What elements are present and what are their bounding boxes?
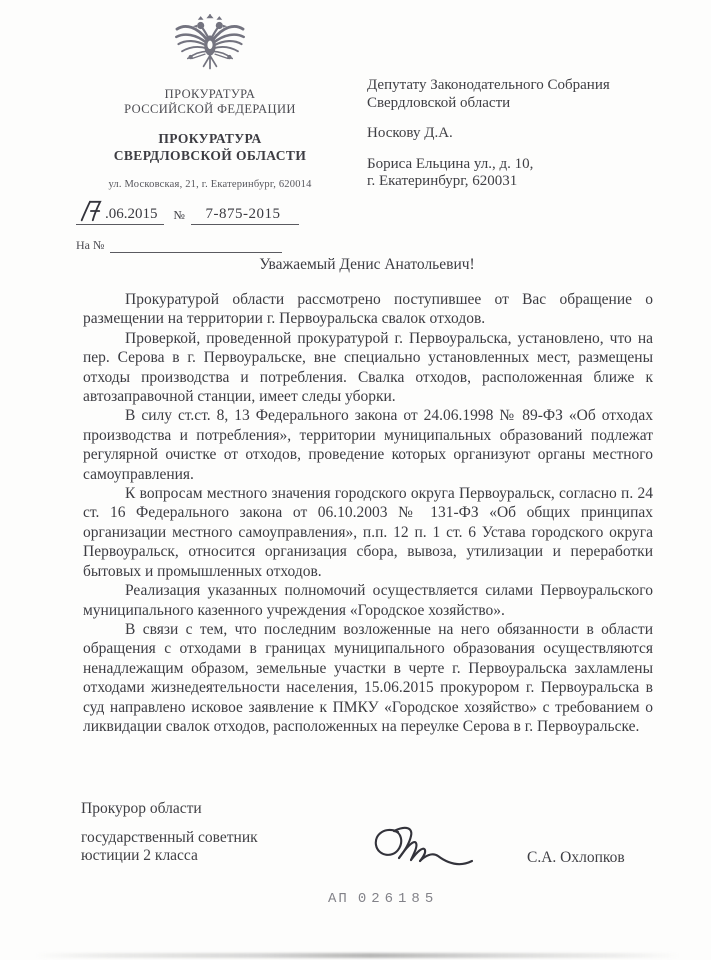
scan-edge-shadow <box>35 953 680 958</box>
department-name-line2: СВЕРДЛОВСКОЙ ОБЛАСТИ <box>113 148 307 163</box>
signer-rank <box>81 829 258 864</box>
recipient-position-line2: Свердловской области <box>367 94 511 111</box>
date-printed-part: .06.2015 <box>105 206 158 222</box>
document-number: 7-875-2015 <box>191 206 299 225</box>
recipient-position-line1: Депутату Законодательного Собрания <box>367 77 610 93</box>
reply-to-blank-line <box>110 240 282 253</box>
date-field <box>76 199 164 225</box>
body-paragraph: Проверкой, проведенной прокуратурой г. Первоуральска, установлено, что на пер. Серова в г. Первоуральске, вне специально установленных мест, размещены отходы производства и потребления. Свалка отходов, расположенная ближе к автозаправочной станции, имеет следы уборки. <box>83 329 653 406</box>
letterhead <box>68 14 352 253</box>
recipient-block <box>367 77 610 204</box>
body-paragraph: Реализация указанных полномочий осуществляется силами Первоуральского муниципального казенного учреждения «Городское хозяйство». <box>83 582 653 619</box>
org-name-line1: ПРОКУРАТУРА <box>164 87 256 101</box>
body-paragraph: К вопросам местного значения городского округа Первоуральск, согласно п. 24 ст. 16 Федерального закона от 06.10.2003 № 131-ФЗ «Об общих принципах организации местного самоуправления», п.п. 12 п. 1 ст. 6 Устава городского округа Первоуральск, относится организация сбора, вывоза, утилизации и переработки бытовых и промышленных отходов. <box>83 485 653 580</box>
signer-name: С.А. Охлопков <box>527 849 625 866</box>
registration-stamp <box>328 891 438 907</box>
department-name <box>68 130 352 164</box>
stamp-number: 026185 <box>357 891 439 907</box>
recipient-address-line1: Бориса Ельцина ул., д. 10, <box>367 155 534 172</box>
reply-to-label: На № <box>76 238 105 252</box>
signer-position: Прокурор области <box>81 800 202 817</box>
letter-body <box>83 290 653 736</box>
recipient-address <box>367 156 610 191</box>
salutation: Уважаемый Денис Анатольевич! <box>259 256 475 273</box>
reply-to-line <box>68 238 352 253</box>
department-name-line1: ПРОКУРАТУРА <box>158 131 262 146</box>
handwritten-signature <box>366 820 482 872</box>
body-paragraph: Прокуратурой области рассмотрено поступившее от Вас обращение о размещении на территории г. Первоуральска свалок отходов. <box>83 291 653 328</box>
body-paragraph: В силу ст.ст. 8, 13 Федерального закона от 24.06.1998 № 89-ФЗ «Об отходах производства и потребления», территории муниципальных образований подлежат регулярной очистке от отходов, проведение которых организуют органы местного самоуправления. <box>83 407 653 483</box>
org-name <box>68 87 352 117</box>
stamp-prefix: АП <box>328 891 349 907</box>
number-sign: № <box>173 208 185 222</box>
sender-address: ул. Московская, 21, г. Екатеринбург, 620014 <box>108 179 312 190</box>
recipient-address-line2: г. Екатеринбург, 620031 <box>367 173 518 189</box>
coat-of-arms-icon <box>170 14 250 80</box>
org-name-line2: РОССИЙСКОЙ ФЕДЕРАЦИИ <box>124 102 296 116</box>
recipient-position <box>367 77 610 112</box>
signer-rank-line1: государственный советник <box>81 829 258 846</box>
body-paragraph: В связи с тем, что последним возложенные на него обязанности в области обращения с отходами в границах муниципального образования осуществляются ненадлежащим образом, земельные участки в черте г. Первоуральска захламлены отходами жизнедеятельности населения, 15.06.2015 прокурором г. Первоуральска в суд направлено исковое заявление к ПМКУ «Городское хозяйство» с требованием о ликвидации свалок отходов, расположенных на переулке Серова в г. Первоуральске. <box>83 620 653 735</box>
recipient-name: Носкову Д.А. <box>367 125 453 141</box>
handwritten-date-day <box>78 199 102 223</box>
date-number-line <box>68 199 352 225</box>
signer-rank-line2: юстиции 2 класса <box>81 846 198 864</box>
